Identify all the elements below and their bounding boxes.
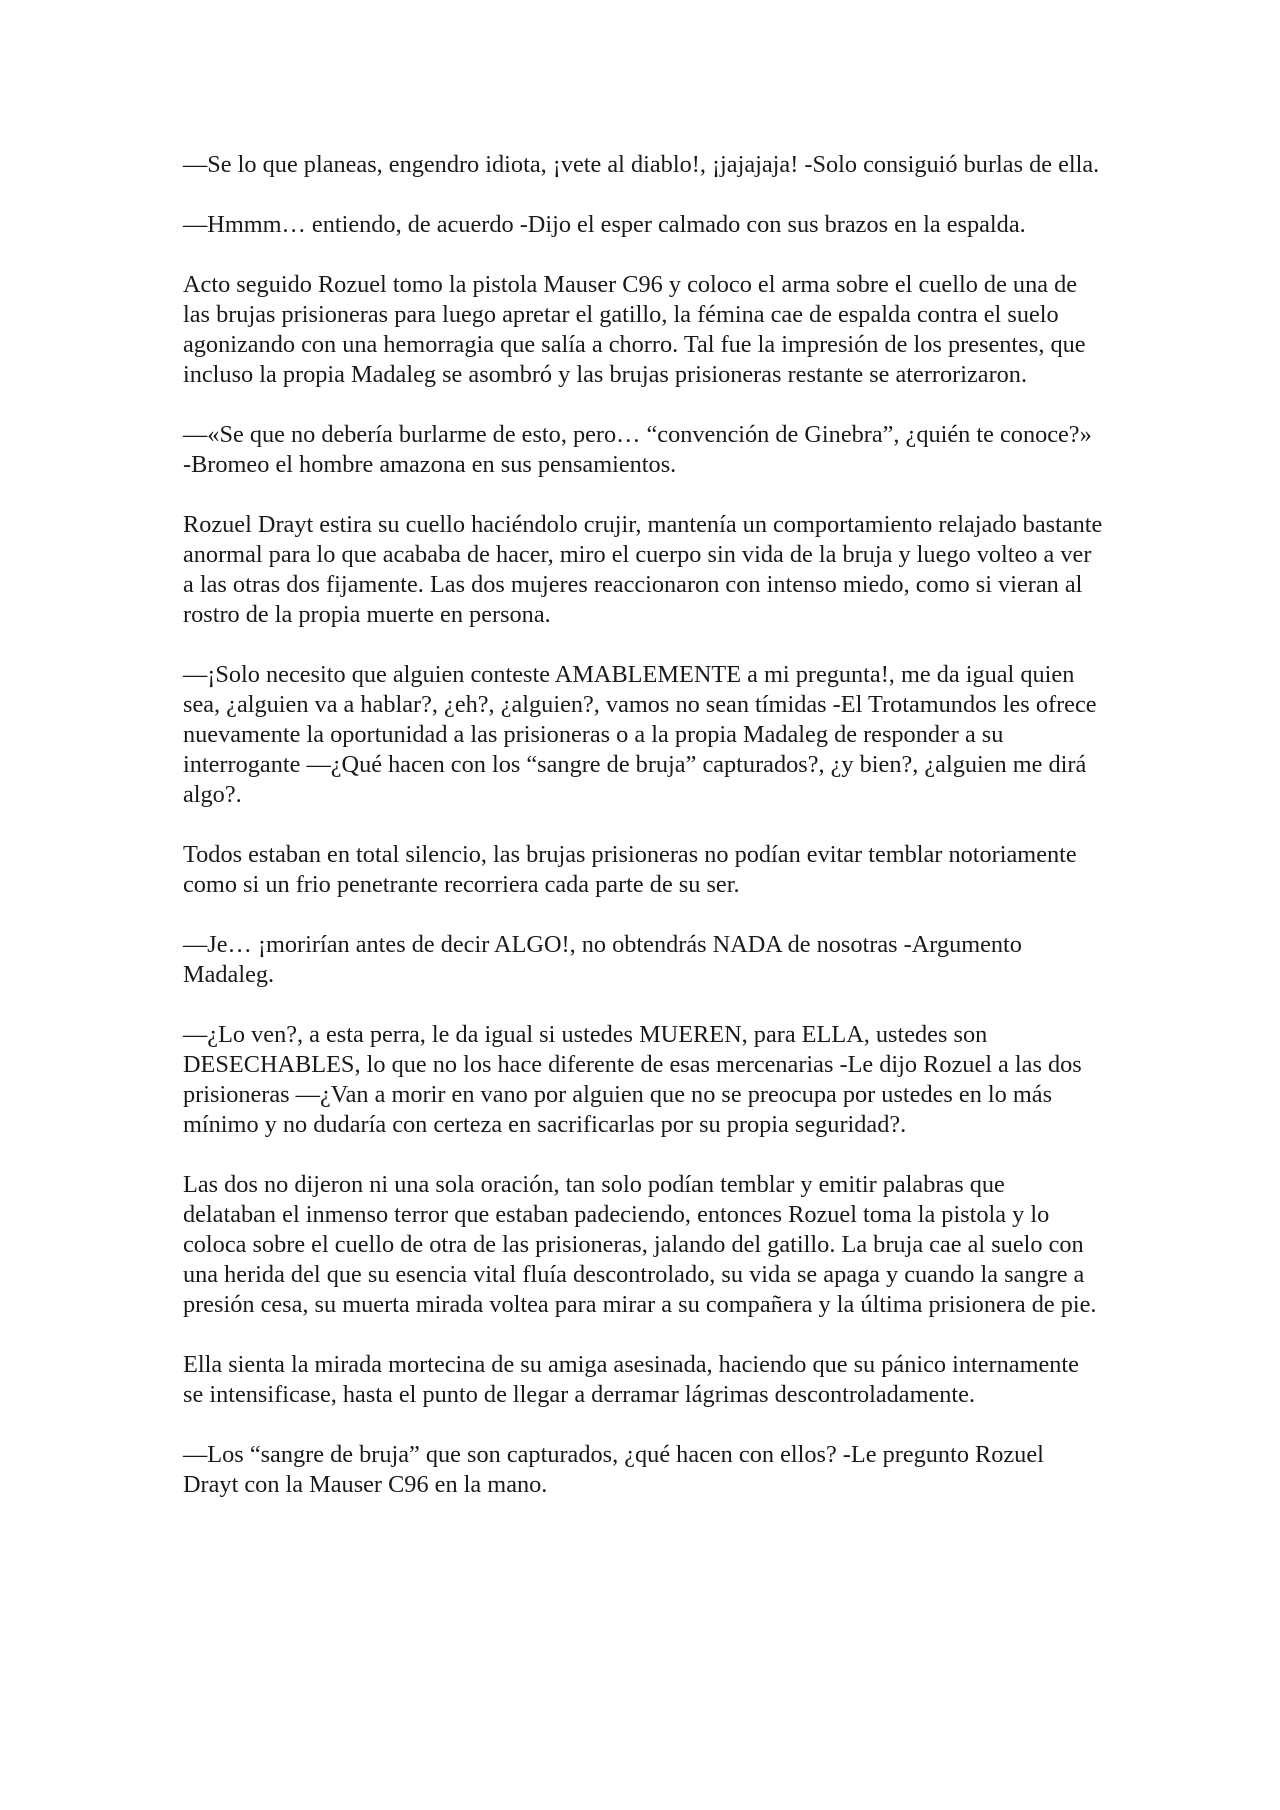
paragraph: —¿Lo ven?, a esta perra, le da igual si ustedes MUEREN, para ELLA, ustedes son DESECHABLES, lo que no los hace diferente de esas mercenarias -Le dijo Rozuel a las dos prisioneras —¿Van a morir en vano por alguien que no se preocupa por ustedes en lo más mínimo y no dudaría con certeza en sacrificarlas por su propia seguridad?. bbox=[183, 1021, 1082, 1138]
paragraph: —«Se que no debería burlarme de esto, pero… “convención de Ginebra”, ¿quién te conoce?» -Bromeo el hombre amazona en sus pensamientos. bbox=[183, 421, 1092, 478]
paragraph: —¡Solo necesito que alguien conteste AMABLEMENTE a mi pregunta!, me da igual quien sea, ¿alguien va a hablar?, ¿eh?, ¿alguien?, vamos no sean tímidas -El Trotamundos les ofrece nuevamente la oportunidad a las prisioneras o a la propia Madaleg de responder a su interrogante —¿Qué hacen con los “sangre de bruja” capturados?, ¿y bien?, ¿alguien me dirá algo?. bbox=[183, 661, 1097, 808]
paragraph: —Hmmm… entiendo, de acuerdo -Dijo el esper calmado con sus brazos en la espalda. bbox=[183, 211, 1026, 238]
paragraph: Acto seguido Rozuel tomo la pistola Mauser C96 y coloco el arma sobre el cuello de una de las brujas prisioneras para luego apretar el gatillo, la fémina cae de espalda contra el suelo agonizando con una hemorragia que salía a chorro. Tal fue la impresión de los presentes, que incluso la propia Madaleg se asombró y las brujas prisioneras restante se aterrorizaron. bbox=[183, 271, 1086, 388]
paragraph: Ella sienta la mirada mortecina de su amiga asesinada, haciendo que su pánico internamente se intensificase, hasta el punto de llegar a derramar lágrimas descontroladamente. bbox=[183, 1351, 1079, 1408]
document-body bbox=[183, 150, 1103, 1500]
paragraph: —Je… ¡morirían antes de decir ALGO!, no obtendrás NADA de nosotras -Argumento Madaleg. bbox=[183, 931, 1022, 988]
paragraph: Las dos no dijeron ni una sola oración, tan solo podían temblar y emitir palabras que delataban el inmenso terror que estaban padeciendo, entonces Rozuel toma la pistola y lo coloca sobre el cuello de otra de las prisioneras, jalando del gatillo. La bruja cae al suelo con una herida del que su esencia vital fluía descontrolado, su vida se apaga y cuando la sangre a presión cesa, su muerta mirada voltea para mirar a su compañera y la última prisionera de pie. bbox=[183, 1171, 1097, 1318]
paragraph: Todos estaban en total silencio, las brujas prisioneras no podían evitar temblar notoriamente como si un frio penetrante recorriera cada parte de su ser. bbox=[183, 841, 1077, 898]
paragraph: —Los “sangre de bruja” que son capturados, ¿qué hacen con ellos? -Le pregunto Rozuel Drayt con la Mauser C96 en la mano. bbox=[183, 1441, 1044, 1498]
paragraph: —Se lo que planeas, engendro idiota, ¡vete al diablo!, ¡jajajaja! -Solo consiguió burlas de ella. bbox=[183, 151, 1100, 178]
paragraph: Rozuel Drayt estira su cuello haciéndolo crujir, mantenía un comportamiento relajado bastante anormal para lo que acababa de hacer, miro el cuerpo sin vida de la bruja y luego volteo a ver a las otras dos fijamente. Las dos mujeres reaccionaron con intenso miedo, como si vieran al rostro de la propia muerte en persona. bbox=[183, 511, 1103, 628]
